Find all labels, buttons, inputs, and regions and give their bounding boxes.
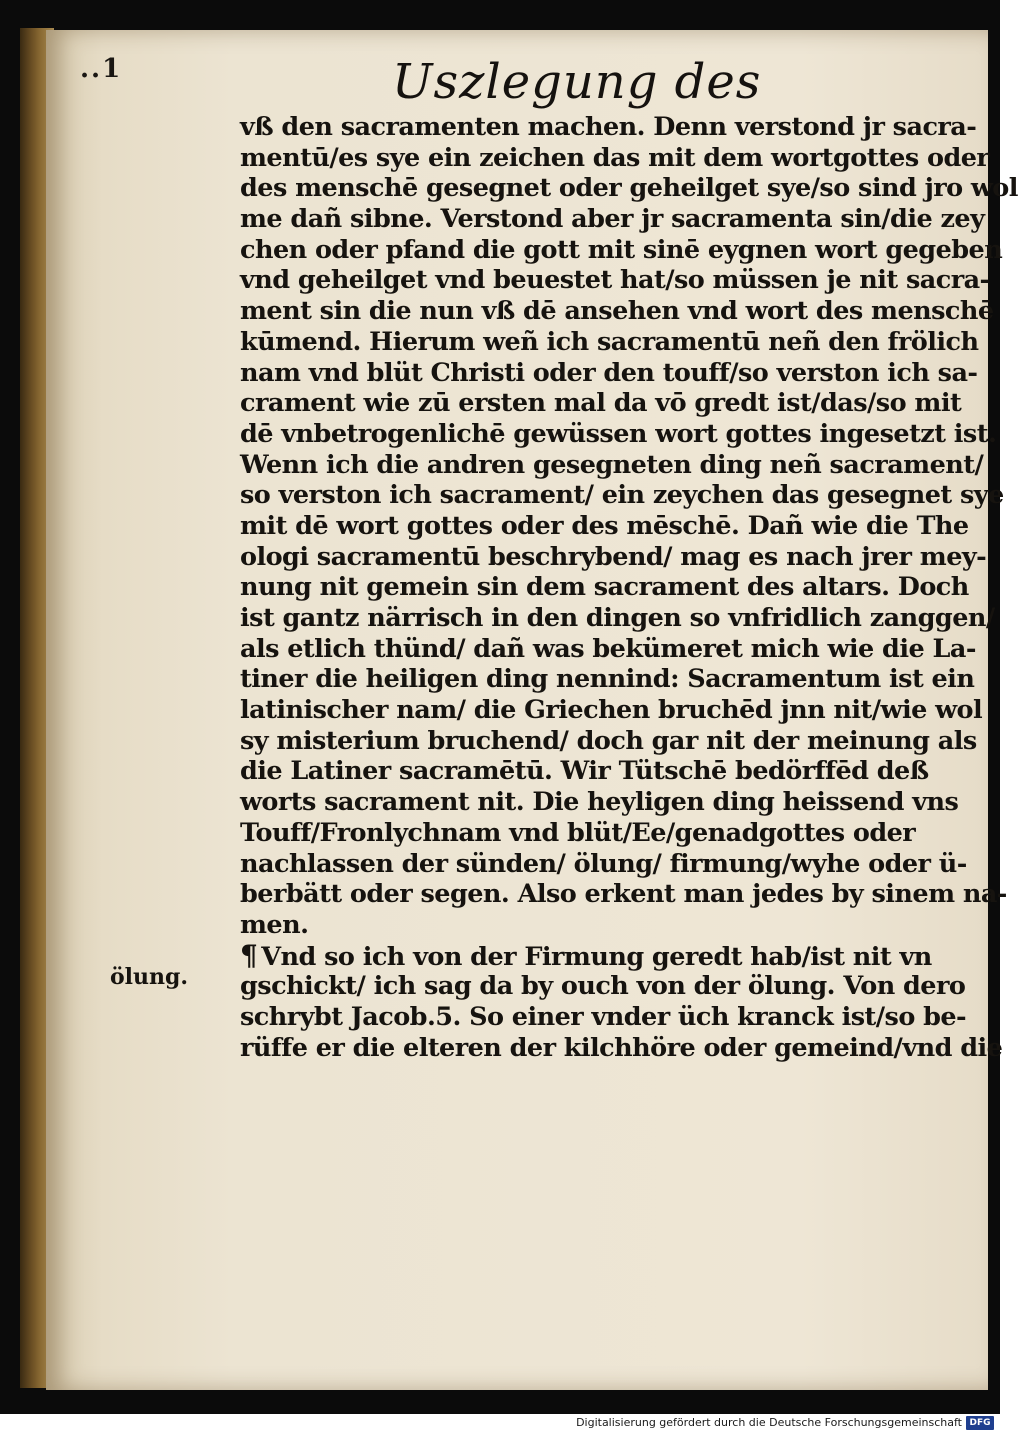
text-line: mentū/es sye ein zeichen das mit dem wortgottes oder xyxy=(240,142,990,173)
paragraph-mark-icon: ¶ xyxy=(240,938,258,972)
text-line: vß den sacramenten machen. Denn verstond jr sacra- xyxy=(240,112,977,142)
text-line: crament wie zū ersten mal da vō gredt ist/das/so mit xyxy=(240,388,962,419)
text-line: vnd geheilget vnd beuestet hat/so müssen je nit sacra- xyxy=(240,265,990,296)
text-line: nachlassen der sünden/ ölung/ firmung/wyhe oder ü- xyxy=(240,848,967,879)
text-line: chen oder pfand die gott mit sinē eygnen wort gegeben xyxy=(240,234,1003,265)
text-line: me dañ sibne. Verstond aber jr sacramenta sin/die zey xyxy=(240,204,985,235)
footer-bar xyxy=(0,1414,1000,1434)
text-line: gschickt/ ich sag da by ouch von der ölung. Von dero xyxy=(240,971,966,1002)
funding-credit: Digitalisierung gefördert durch die Deutsche Forschungsgemeinschaft xyxy=(576,1416,962,1429)
text-line: kūmend. Hierum weñ ich sacramentū neñ den frölich xyxy=(240,326,979,357)
text-line: die Latiner sacramētū. Wir Tütschē bedörffēd deß xyxy=(240,756,929,787)
margin-note: ölung. xyxy=(110,964,189,990)
text-line: Wenn ich die andren gesegneten ding neñ sacrament/ xyxy=(240,449,984,480)
text-line: nung nit gemein sin dem sacrament des altars. Doch xyxy=(240,572,969,603)
text-line: dē vnbetrogenlichē gewüssen wort gottes ingesetzt ist. xyxy=(240,418,997,449)
text-line: berbätt oder segen. Also erkent man jedes by sinem na- xyxy=(240,879,1007,910)
dfg-logo: DFG xyxy=(966,1416,994,1430)
running-head: Uszlegung des xyxy=(392,54,762,110)
text-line: tiner die heiligen ding nennind: Sacramentum ist ein xyxy=(240,664,975,695)
text-line: so verston ich sacrament/ ein zeychen das gesegnet sye xyxy=(240,480,1004,511)
text-line: ist gantz närrisch in den dingen so vnfridlich zanggen/ xyxy=(240,603,995,633)
text-line: nam vnd blüt Christi oder den touff/so verston ich sa- xyxy=(240,357,978,388)
text-line-paragraph-start xyxy=(240,938,932,972)
text-line: sy misterium bruchend/ doch gar nit der meinung als xyxy=(240,725,977,756)
text-line: men. xyxy=(240,909,309,940)
text-line: mit dē wort gottes oder des mēschē. Dañ wie die The xyxy=(240,510,969,541)
folio-number: ..1 xyxy=(80,54,123,84)
text-line: latinischer nam/ die Griechen bruchēd jnn nit/wie wol xyxy=(240,695,983,726)
text-line: des menschē gesegnet oder geheilget sye/so sind jro wol xyxy=(240,173,1018,204)
body-text xyxy=(240,112,1018,1063)
text-line: schrybt Jacob.5. So einer vnder üch kranck ist/so be- xyxy=(240,1001,967,1032)
text-line: rüffe er die elteren der kilchhöre oder gemeind/vnd die xyxy=(240,1032,1003,1063)
text-line-content: Vnd so ich von der Firmung geredt hab/ist nit vn xyxy=(261,941,932,972)
text-line: ologi sacramentū beschrybend/ mag es nach jrer mey- xyxy=(240,541,987,572)
text-line: Touff/Fronlychnam vnd blüt/Ee/genadgottes oder xyxy=(240,817,916,848)
text-line: worts sacrament nit. Die heyligen ding heissend vns xyxy=(240,787,959,818)
text-line: als etlich thünd/ dañ was bekümeret mich wie die La- xyxy=(240,633,976,664)
text-line: ment sin die nun vß dē ansehen vnd wort des menschē xyxy=(240,296,994,327)
